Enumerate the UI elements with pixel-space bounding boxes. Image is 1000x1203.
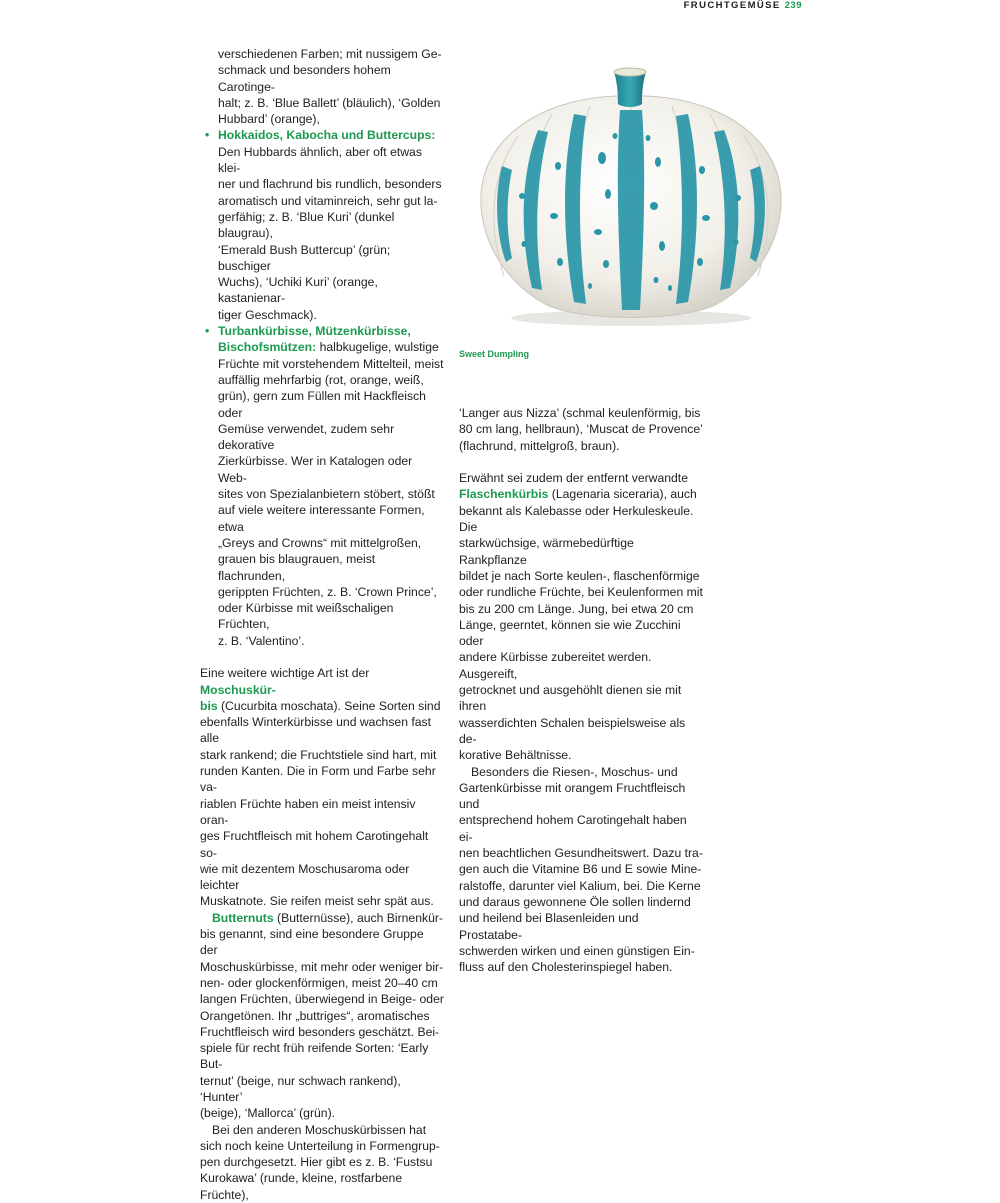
text-line: (flachrund, mittelgroß, braun). [459, 438, 620, 453]
text-line: nen beachtlichen Gesundheitswert. Dazu tra- [459, 846, 703, 861]
text-line: oder rundliche Früchte, bei Keulenformen mit [459, 585, 703, 600]
text-line: bis zu 200 cm Länge. Jung, bei etwa 20 cm [459, 601, 694, 616]
text-line: sites von Spezialanbietern stöbert, stößt [218, 487, 435, 502]
text-line: langen Früchten, überwiegend in Beige- oder [200, 992, 444, 1007]
figure-caption: Sweet Dumpling [459, 349, 530, 359]
text-line: bekannt als Kalebasse oder Herkuleskeule. Die [459, 503, 694, 535]
text-line: auffällig mehrfarbig (rot, orange, weiß, [218, 372, 424, 387]
text-line: 80 cm lang, hellbraun), ‘Muscat de Provence’ [459, 422, 703, 437]
term-moschuskuerbis: Moschuskür- [200, 682, 276, 697]
text-line: aromatisch und vitaminreich, sehr gut la- [218, 193, 438, 208]
text-line: Bei den anderen Moschuskürbissen hat [212, 1122, 427, 1137]
text-line: ‘Langer aus Nizza’ (schmal keulenförmig, bis [459, 406, 701, 420]
text-line: ternut’ (beige, nur schwach rankend), ‘Hunter’ [200, 1073, 401, 1104]
text-line: ‘Emerald Bush Buttercup’ (grün; buschiger [218, 242, 391, 273]
text-line: ralstoffe, darunter viel Kalium, bei. Die Kerne [459, 878, 701, 893]
text-line: Erwähnt sei zudem der entfernt verwandte [459, 471, 688, 486]
bullet-title: Bischofsmützen: [218, 340, 317, 355]
text-line: Fruchtfleisch wird besonders geschätzt. Bei- [200, 1024, 440, 1039]
right-column [459, 405, 703, 975]
text-line: Hubbard’ (orange), [218, 112, 320, 127]
text-line: fluss auf den Cholesterinspiegel haben. [459, 960, 673, 975]
text-line: grün), gern zum Füllen mit Hackfleisch oder [218, 389, 426, 420]
butternut-line [200, 910, 444, 926]
text-line: runden Kanten. Die in Form und Farbe sehr va- [200, 764, 436, 795]
text-line: halt; z. B. ‘Blue Ballett’ (bläulich), ‘Golden [218, 95, 441, 110]
text-line: sich noch keine Unterteilung in Formengrup- [200, 1138, 440, 1153]
text-line: stark rankend; die Fruchtstiele sind hart, mit [200, 747, 437, 762]
text-fragment: Eine weitere wichtige Art ist der [200, 666, 370, 681]
sweet-dumpling-pumpkin-image [470, 66, 792, 328]
term-moschuskuerbis-end: bis [200, 698, 218, 713]
text-line: Besonders die Riesen-, Moschus- und [471, 764, 678, 779]
text-line: Zierkürbisse. Wer in Katalogen oder Web- [218, 454, 413, 485]
text-line: grauen bis blaugrauen, meist flachrunden, [218, 552, 376, 583]
text-line: und heilend bei Blasenleiden und Prostatabe- [459, 911, 639, 942]
text-line: schmack und besonders hohem Carotinge- [218, 63, 391, 94]
moschus-line [200, 698, 444, 714]
text-fragment: (Cucurbita moschata). Seine Sorten sind [217, 698, 441, 713]
flaschen-line [459, 486, 703, 502]
text-line: gerippten Früchten, z. B. ‘Crown Prince’, [218, 584, 437, 599]
text-line: z. B. ‘Valentino’. [218, 633, 305, 648]
term-butternuts: Butternuts [212, 910, 274, 925]
text-line: ges Fruchtfleisch mit hohem Carotingehalt so- [200, 829, 429, 860]
text-line: schwerden wirken und einen günstigen Ein- [459, 943, 695, 958]
text-line: pen durchgesetzt. Hier gibt es z. B. ‘Fustsu [200, 1155, 433, 1170]
text-line: Kurokawa’ (runde, kleine, rostfarbene Früchte), [200, 1171, 403, 1202]
text-line: Orangetönen. Ihr „buttriges“, aromatisches [200, 1008, 430, 1023]
text-line: getrocknet und ausgehöhlt dienen sie mit ihren [459, 683, 682, 714]
text-line: und daraus gewonnene Öle sollen lindernd [459, 894, 691, 909]
bullet-turban [200, 323, 444, 649]
text-line: Gartenkürbisse mit orangem Fruchtfleisch und [459, 780, 686, 812]
text-line: bis genannt, sind eine besondere Gruppe der [200, 927, 424, 958]
term-flaschenkuerbis: Flaschenkürbis [459, 487, 549, 502]
text-line: ebenfalls Winterkürbisse und wachsen fast alle [200, 715, 432, 746]
text-line: verschiedenen Farben; mit nussigem Ge- [218, 47, 442, 61]
bullet-title: Hokkaidos, Kabocha und Buttercups: [218, 128, 436, 143]
text-line: ner und flachrund bis rundlich, besonders [218, 177, 442, 192]
text-line: riablen Früchte haben ein meist intensiv oran- [200, 796, 416, 827]
bullet-dot: • [205, 324, 210, 339]
text-line: (beige), ‘Mallorca’ (grün). [200, 1106, 336, 1121]
text-line: tiger Geschmack). [218, 307, 317, 322]
text-line: Gemüse verwendet, zudem sehr dekorative [218, 421, 395, 453]
bullet-dot: • [205, 128, 210, 143]
left-column [200, 46, 444, 1203]
text-line: nen- oder glockenförmigen, meist 20–40 cm [200, 975, 438, 990]
text-line: Früchte mit vorstehendem Mittelteil, meist [218, 356, 444, 371]
text-fragment: halbkugelige, wulstige [316, 340, 439, 355]
text-line: wie mit dezentem Moschusaroma oder leichter [200, 861, 410, 893]
text-fragment: (Butternüsse), auch Birnenkür- [273, 910, 443, 925]
text-line: bildet je nach Sorte keulen-, flaschenförmige [459, 568, 700, 583]
text-line: Den Hubbards ähnlich, aber oft etwas klei- [218, 144, 422, 176]
text-fragment: (Lagenaria siceraria), auch [548, 487, 697, 502]
text-line: Moschuskürbisse, mit mehr oder weniger bir- [200, 959, 444, 974]
bullet-hokkaidos [200, 127, 444, 323]
text-line: Länge, geerntet, können sie wie Zucchini oder [459, 617, 681, 649]
text-line: gen auch die Vitamine B6 und E sowie Mine- [459, 862, 702, 877]
text-line: gerfähig; z. B. ‘Blue Kuri’ (dunkel blaugrau), [218, 209, 395, 241]
moschus-line [200, 665, 444, 698]
text-line: andere Kürbisse zubereitet werden. Ausgereift, [459, 650, 652, 681]
section-title: FRUCHTGEMÜSE [683, 0, 781, 11]
text-line: spiele für recht früh reifende Sorten: ‘Early But- [200, 1041, 429, 1072]
text-line: oder Kürbisse mit weißschaligen Früchten, [218, 601, 394, 632]
text-line: korative Behältnisse. [459, 748, 572, 763]
text-line: Wuchs), ‘Uchiki Kuri’ (orange, kastanienar- [218, 275, 378, 306]
text-line: starkwüchsige, wärmebedürftige Rankpflanze [459, 536, 634, 567]
running-header [684, 0, 802, 11]
page-number: 239 [784, 0, 802, 11]
text-line: wasserdichten Schalen beispielsweise als de- [459, 715, 686, 746]
text-line: Muskatnote. Sie reifen meist sehr spät aus. [200, 894, 434, 909]
text-line: auf viele weitere interessante Formen, etwa [218, 503, 425, 534]
text-line: „Greys and Crowns“ mit mittelgroßen, [218, 535, 422, 550]
text-line: entsprechend hohem Carotingehalt haben ei- [459, 813, 687, 844]
bullet-title: Turbankürbisse, Mützenkürbisse, [218, 324, 411, 339]
